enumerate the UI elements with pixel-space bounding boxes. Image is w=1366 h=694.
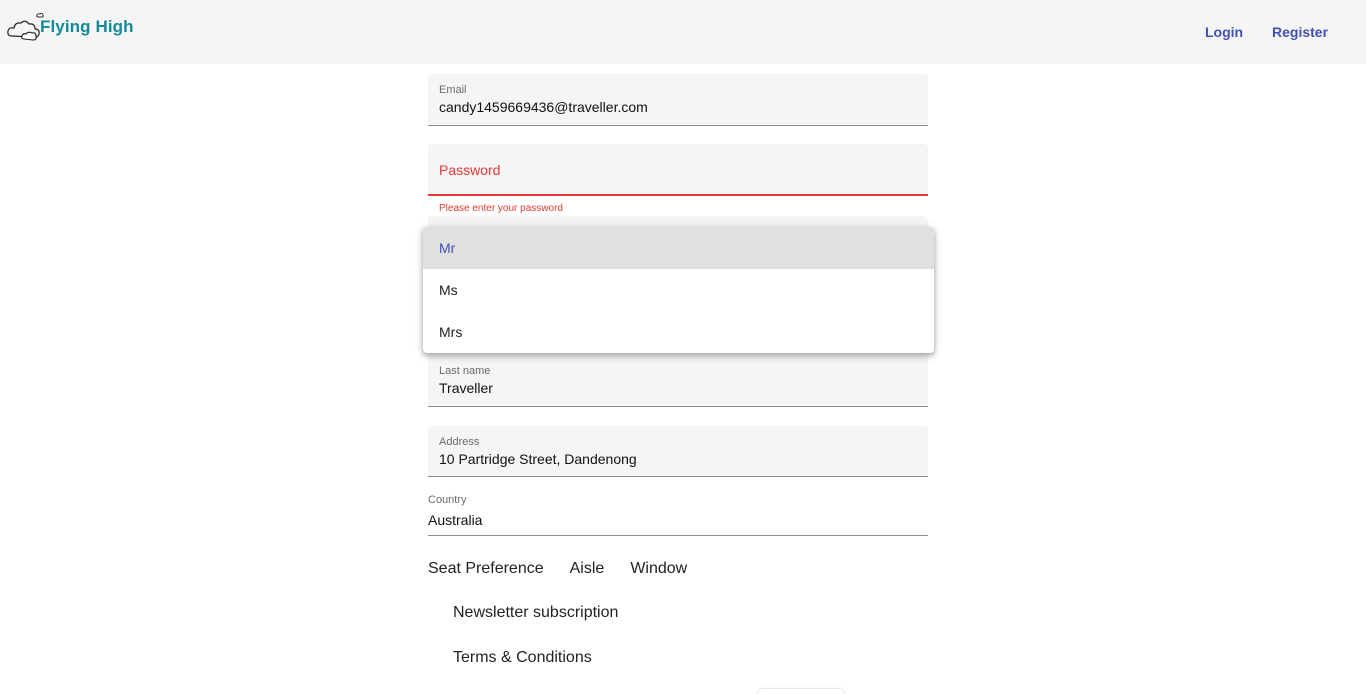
cloud-icon bbox=[6, 12, 44, 42]
login-link[interactable]: Login bbox=[1205, 24, 1244, 40]
password-field[interactable] bbox=[428, 144, 928, 196]
address-label: Address bbox=[439, 436, 480, 448]
address-value: 10 Partridge Street, Dandenong bbox=[439, 451, 637, 467]
submit-button[interactable] bbox=[758, 689, 844, 694]
password-error-message: Please enter your password bbox=[439, 203, 563, 214]
email-value: candy1459669436@traveller.com bbox=[439, 99, 648, 115]
title-dropdown-menu bbox=[423, 227, 934, 353]
seat-preference-label: Seat Preference bbox=[428, 560, 544, 577]
last-name-label: Last name bbox=[439, 365, 491, 377]
last-name-value: Traveller bbox=[439, 380, 493, 396]
country-value: Australia bbox=[428, 512, 483, 528]
seat-option-window[interactable]: Window bbox=[630, 560, 688, 577]
seat-preference-group bbox=[428, 558, 713, 580]
brand-logo[interactable] bbox=[6, 10, 134, 44]
title-option-mrs[interactable]: Mrs bbox=[439, 324, 463, 340]
address-field[interactable] bbox=[428, 426, 928, 477]
brand-name: Flying High bbox=[40, 17, 134, 36]
seat-option-aisle[interactable]: Aisle bbox=[569, 560, 605, 577]
country-select[interactable] bbox=[428, 492, 928, 536]
terms-checkbox[interactable]: Terms & Conditions bbox=[453, 649, 592, 666]
country-label: Country bbox=[428, 494, 467, 506]
password-placeholder: Password bbox=[439, 162, 501, 178]
register-link[interactable]: Register bbox=[1272, 24, 1329, 40]
top-navbar bbox=[0, 0, 1366, 64]
title-option-mr[interactable]: Mr bbox=[423, 227, 934, 269]
email-label: Email bbox=[439, 84, 467, 96]
email-field[interactable] bbox=[428, 74, 928, 126]
last-name-field[interactable] bbox=[428, 355, 928, 407]
newsletter-checkbox[interactable]: Newsletter subscription bbox=[453, 604, 619, 621]
title-option-ms[interactable]: Ms bbox=[439, 282, 458, 298]
